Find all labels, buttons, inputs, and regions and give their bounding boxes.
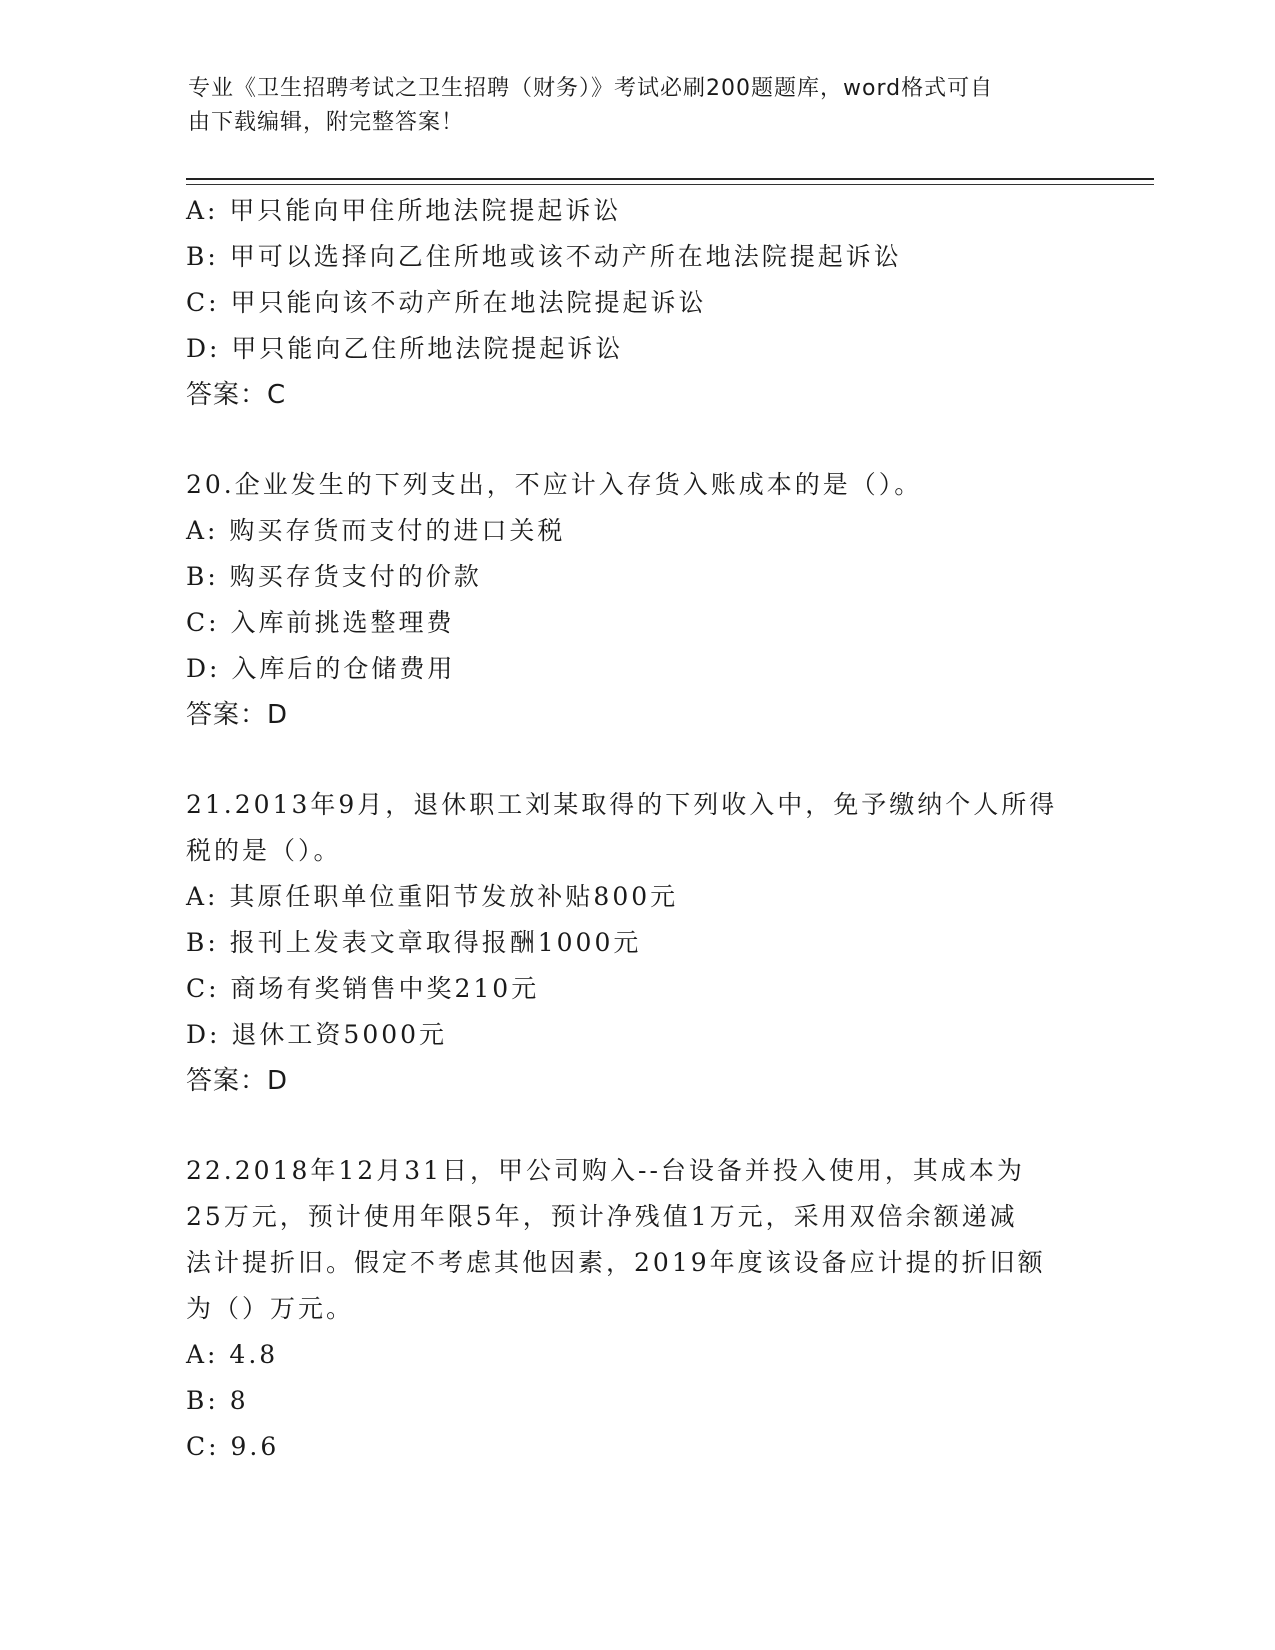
option-c: C: 入库前挑选整理费 [186, 608, 455, 637]
option-c: C: 9.6 [186, 1432, 280, 1461]
question-stem: 20.企业发生的下列支出，不应计入存货入账成本的是（）。 [186, 470, 923, 499]
question-stem-line: 为（）万元。 [186, 1294, 355, 1323]
option-d: D: 入库后的仓储费用 [186, 654, 456, 683]
question-spacer [186, 738, 1086, 782]
answer: 答案：C [186, 380, 287, 410]
option-c: C: 商场有奖销售中奖210元 [186, 974, 540, 1003]
header-line-2: 由下载编辑，附完整答案！ [188, 110, 465, 135]
option-b: B: 报刊上发表文章取得报酬1000元 [186, 928, 642, 957]
option-b: B: 甲可以选择向乙住所地或该不动产所在地法院提起诉讼 [186, 242, 902, 271]
question-stem-line: 22.2018年12月31日，甲公司购入--台设备并投入使用，其成本为 [186, 1156, 1025, 1185]
option-d: D: 甲只能向乙住所地法院提起诉讼 [186, 334, 624, 363]
question-stem-line: 税的是（）。 [186, 836, 342, 865]
question-spacer [186, 418, 1086, 462]
option-b: B: 8 [186, 1386, 249, 1415]
question-20 [186, 462, 1086, 738]
question-spacer [186, 1104, 1086, 1148]
answer: 答案：D [186, 700, 289, 730]
option-a: A: 4.8 [186, 1340, 279, 1369]
option-a: A: 甲只能向甲住所地法院提起诉讼 [186, 196, 622, 225]
question-stem-line: 21.2013年9月，退休职工刘某取得的下列收入中，免予缴纳个人所得 [186, 790, 1058, 819]
question-22 [186, 1148, 1086, 1470]
option-d: D: 退休工资5000元 [186, 1020, 448, 1049]
option-a: A: 购买存货而支付的进口关税 [186, 516, 566, 545]
option-c: C: 甲只能向该不动产所在地法院提起诉讼 [186, 288, 707, 317]
question-19 [186, 188, 1086, 418]
question-21 [186, 782, 1086, 1104]
option-b: B: 购买存货支付的价款 [186, 562, 482, 591]
question-stem-line: 25万元，预计使用年限5年，预计净残值1万元，采用双倍余额递减 [186, 1202, 1018, 1231]
question-stem-line: 法计提折旧。假定不考虑其他因素，2019年度该设备应计提的折旧额 [186, 1248, 1046, 1277]
document-header [188, 72, 1068, 140]
header-divider-thick [186, 178, 1154, 180]
question-list [186, 188, 1086, 1470]
option-a: A: 其原任职单位重阳节发放补贴800元 [186, 882, 679, 911]
header-divider-thin [186, 184, 1154, 185]
answer: 答案：D [186, 1066, 289, 1096]
header-line-1: 专业《卫生招聘考试之卫生招聘（财务）》考试必刷200题题库，word格式可自 [188, 76, 994, 101]
